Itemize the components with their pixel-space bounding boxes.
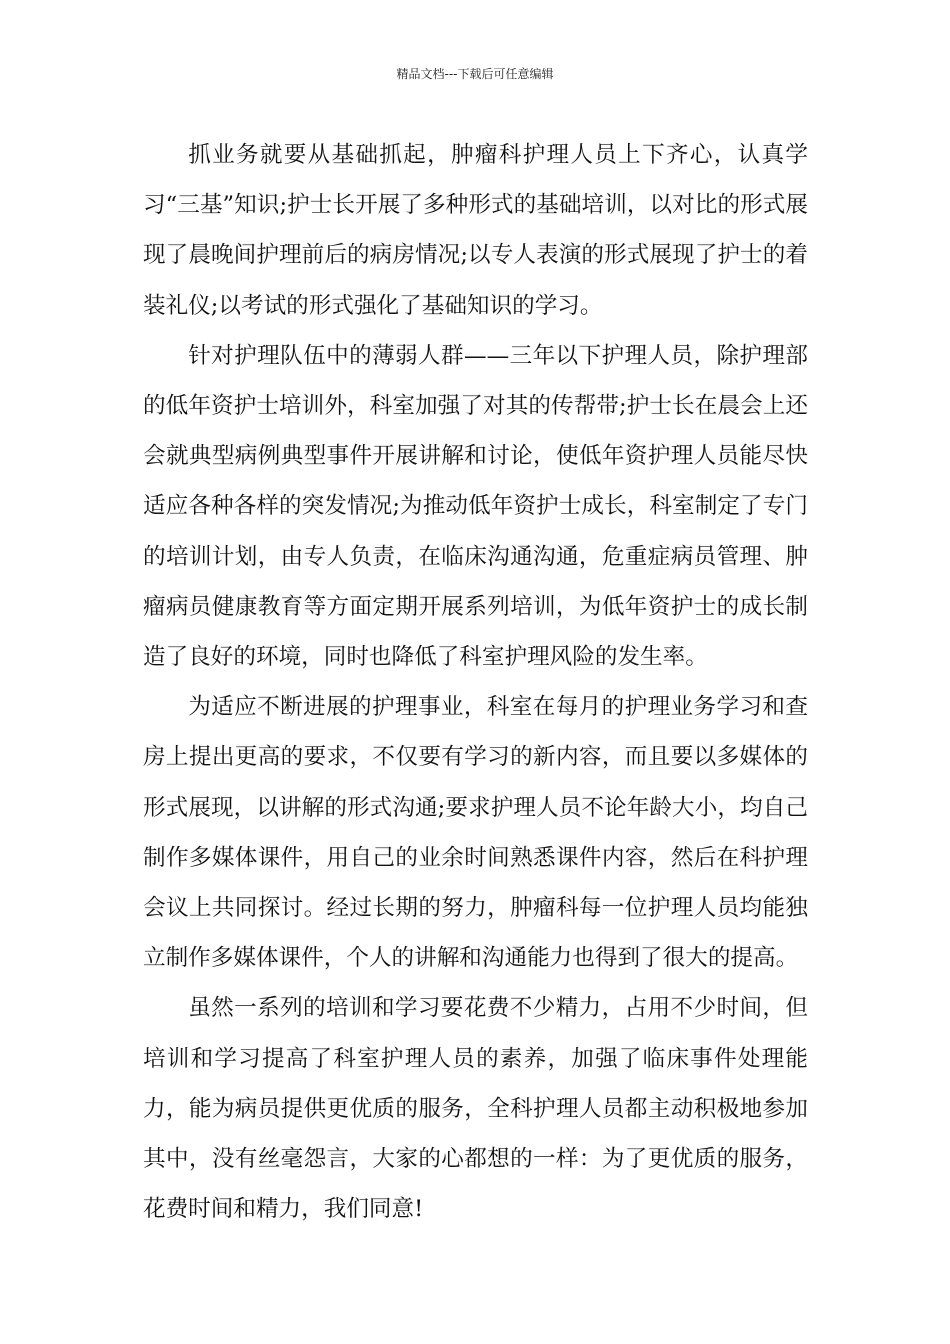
page-header: 精品文档---下载后可任意编辑: [396, 67, 554, 81]
document-body: [143, 130, 808, 1234]
paragraph-3: 为适应不断进展的护理事业，科室在每月的护理业务学习和查房上提出更高的要求，不仅要有学习的新内容，而且要以多媒体的形式展现，以讲解的形式沟通;要求护理人员不论年龄大小，均自己制作多媒体课件，用自己的业余时间熟悉课件内容，然后在科护理会议上共同探讨。经过长期的努力，肿瘤科每一位护理人员均能独立制作多媒体课件，个人的讲解和沟通能力也得到了很大的提高。: [143, 694, 808, 972]
paragraph-2: 针对护理队伍中的薄弱人群——三年以下护理人员，除护理部的低年资护士培训外，科室加强了对其的传帮带;护士长在晨会上还会就典型病例典型事件开展讲解和讨论，使低年资护理人员能尽快适应各种各样的突发情况;为推动低年资护士成长，科室制定了专门的培训计划，由专人负责，在临床沟通沟通，危重症病员管理、肿瘤病员健康教育等方面定期开展系列培训，为低年资护士的成长制造了良好的环境，同时也降低了科室护理风险的发生率。: [143, 342, 808, 671]
paragraph-4: 虽然一系列的培训和学习要花费不少精力，占用不少时间，但培训和学习提高了科室护理人员的素养，加强了临床事件处理能力，能为病员提供更优质的服务，全科护理人员都主动积极地参加其中，没有丝毫怨言，大家的心都想的一样：为了更优质的服务，花费时间和精力，我们同意!: [143, 995, 808, 1223]
paragraph-1: 抓业务就要从基础抓起，肿瘤科护理人员上下齐心，认真学习“三基”知识;护士长开展了多种形式的基础培训，以对比的形式展现了晨晚间护理前后的病房情况;以专人表演的形式展现了护士的着装礼仪;以考试的形式强化了基础知识的学习。: [143, 142, 808, 319]
